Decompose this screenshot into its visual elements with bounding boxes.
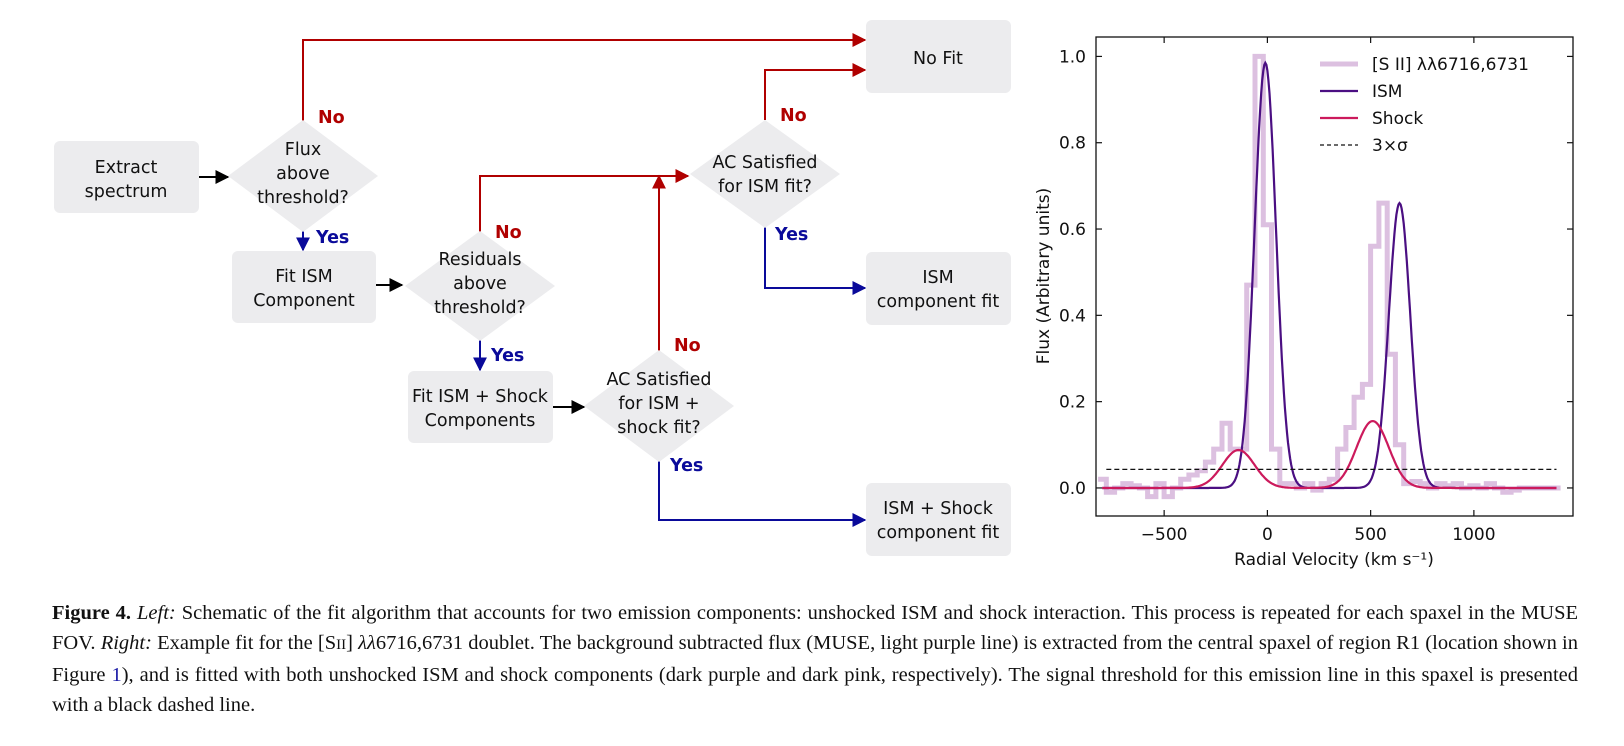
label-ac-ism: AC Satisfied for ISM fit? (712, 153, 818, 197)
y-tick-label: 0.6 (1058, 220, 1086, 241)
label-ism-fit: ISM component fit (876, 268, 1000, 312)
legend-label: 3×σ (1372, 136, 1408, 156)
y-tick-label: 0.8 (1058, 133, 1086, 154)
y-tick-label: 0.0 (1058, 478, 1086, 499)
label-ac-shock: AC Satisfied for ISM + shock fit? (606, 370, 712, 438)
x-tick-label: 500 (1354, 525, 1387, 545)
y-axis-label: Flux (Arbitrary units) (1034, 187, 1054, 365)
no-label-ac-ism: No (780, 106, 807, 126)
caption-figure-link[interactable]: 1 (111, 664, 122, 686)
spectrum-fit-chart (1034, 37, 1573, 570)
node-shock-fit (866, 483, 1011, 556)
caption-right-word: Right: (100, 632, 152, 654)
series-ism-fit (1102, 63, 1556, 488)
x-axis-label: Radial Velocity (km s⁻¹) (1234, 550, 1434, 570)
node-ac-ism (690, 120, 840, 228)
label-flux: Flux above threshold? (257, 140, 349, 208)
label-no-fit: No Fit (913, 49, 963, 69)
x-tick-label: −500 (1140, 525, 1188, 545)
node-fit-ism-shock (408, 371, 553, 443)
legend-label: [S II] λλ6716,6731 (1372, 55, 1529, 75)
series-layer (1098, 56, 1561, 496)
legend-label: Shock (1372, 109, 1424, 129)
legend-label: ISM (1372, 82, 1403, 102)
label-fit-ism: Fit ISM Component (253, 267, 355, 311)
label-fit-shock: Fit ISM + Shock Components (412, 387, 548, 431)
figure-caption: Figure 4. Left: Schematic of the fit algorithm that accounts for two emission components: unshocked ISM and shock interaction. This process is repeated for each spaxel in the MUSE FOV. Right: Example fit for the [SII] λλ6716,6731 doublet. The background subtracted flux (MUSE, light purple line) is extracted from the central spaxel of region R1 (location shown in Figure 1), and is fitted with both unshocked ISM and shock components (dark purple and dark pink, respectively). The signal threshold for this emission line in this spaxel is presented with a black dashed line. (52, 602, 1579, 716)
series-observed-flux (1098, 56, 1561, 496)
x-tick-label: 1000 (1452, 525, 1496, 545)
caption-left-word: Left: (137, 602, 176, 624)
caption-right-text-2: 6716,6731 doublet. The background subtracted flux (MUSE, light purple line) is extracted from the central spaxel of region R1 (location shown in Figure (52, 632, 1578, 686)
node-ism-fit (866, 252, 1011, 325)
caption-ion: II (336, 637, 347, 653)
chart-legend (1320, 55, 1529, 156)
no-label-flux: No (318, 108, 345, 128)
label-shock-fit: ISM + Shock component fit (876, 499, 1000, 543)
no-label-residuals: No (495, 223, 522, 243)
y-tick-label: 0.2 (1058, 392, 1086, 413)
yes-label-residuals: Yes (491, 346, 525, 366)
label-extract: Extract spectrum (84, 158, 168, 202)
label-residuals: Residuals above threshold? (434, 250, 526, 318)
node-fit-ism (232, 251, 376, 323)
caption-right-text-3: ), and is fitted with both unshocked ISM and shock components (dark purple and dark pink, respectively). The signal threshold for this emission line in this spaxel is presented with a black dashed line. (52, 664, 1579, 716)
y-tick-label: 0.4 (1058, 306, 1086, 327)
plot-frame (1096, 37, 1573, 516)
fit-algorithm-flowchart (54, 20, 1011, 556)
caption-lambda: λλ (358, 632, 376, 654)
caption-label: Figure 4. (52, 602, 132, 624)
x-tick-label: 0 (1261, 525, 1273, 545)
y-tick-label: 1.0 (1058, 47, 1086, 68)
flow-node-labels (85, 49, 1000, 543)
yes-label-ac-shock: Yes (670, 456, 704, 476)
caption-right-text-1: Example fit for the [S (157, 632, 337, 654)
caption-left-text: Schematic of the fit algorithm that accounts for two emission components: unshocked ISM and shock interaction. This process is repeated for each spaxel in the MUSE FOV. (52, 602, 1579, 654)
yes-label-flux: Yes (316, 228, 350, 248)
flow-shapes (54, 20, 1011, 556)
yes-label-ac-ism: Yes (775, 225, 809, 245)
no-label-ac-shock: No (674, 336, 701, 356)
